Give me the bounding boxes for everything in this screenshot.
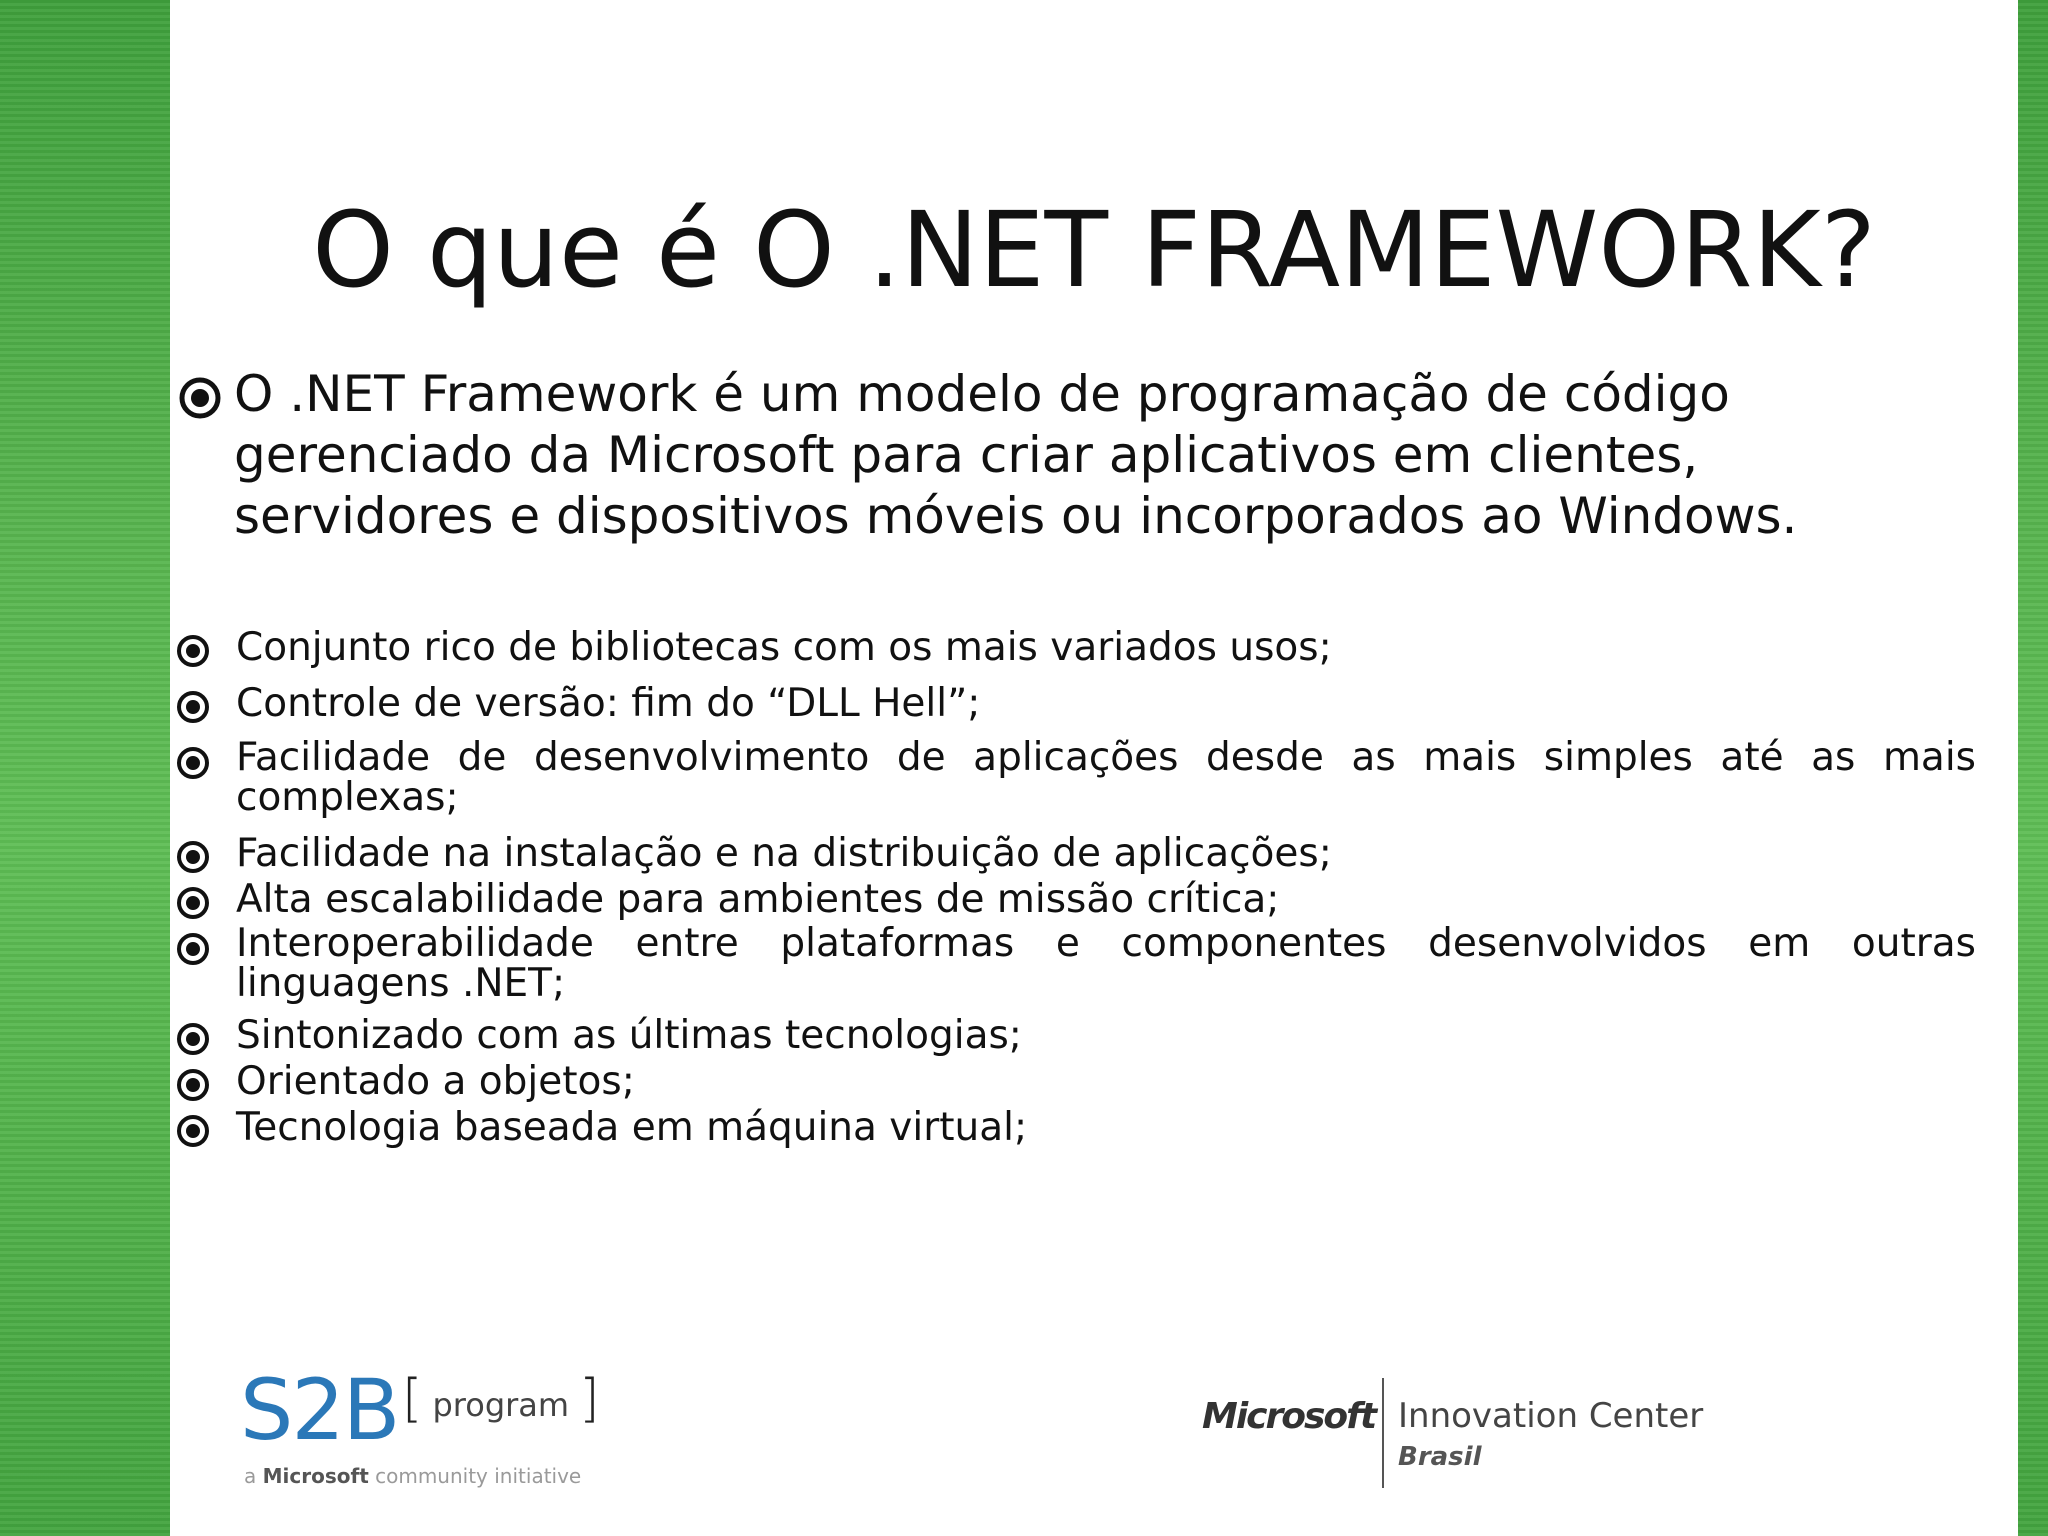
circle-bullet-icon (176, 1014, 236, 1060)
s2b-brand: S2B (240, 1361, 399, 1459)
microsoft-innovation-center-logo (1196, 1378, 1716, 1488)
circle-bullet-icon (178, 364, 234, 424)
list-item (176, 626, 1976, 672)
list-item-text: Controle de versão: fim do “DLL Hell”; (236, 681, 981, 726)
circle-bullet-icon (176, 832, 236, 878)
list-item (176, 878, 1976, 924)
list-item-text: Tecnologia baseada em máquina virtual; (236, 1105, 1028, 1150)
list-item-text: Conjunto rico de bibliotecas com os mais variados usos; (236, 625, 1332, 670)
brasil-label: Brasil (1398, 1442, 1482, 1472)
s2b-program-label: [ program ] (402, 1369, 600, 1429)
list-item-text: Facilidade de desenvolvimento de aplicações desde as mais simples até as mais complexas; (236, 735, 1976, 820)
circle-bullet-icon (176, 1106, 236, 1152)
circle-bullet-icon (176, 924, 236, 970)
list-item (176, 735, 1976, 820)
feature-list (176, 626, 1976, 1152)
s2b-tagline: a Microsoft community initiative (244, 1464, 582, 1488)
innovation-center-label: Innovation Center (1398, 1396, 1704, 1436)
list-item (176, 1106, 1976, 1152)
circle-bullet-icon (176, 626, 236, 672)
list-item (176, 832, 1976, 878)
circle-bullet-icon (176, 738, 236, 784)
circle-bullet-icon (176, 682, 236, 728)
list-item (176, 921, 1976, 1006)
logo-divider (1382, 1378, 1384, 1488)
right-green-band (2018, 0, 2048, 1536)
list-item (176, 1014, 1976, 1060)
s2b-program-logo (240, 1360, 620, 1500)
list-item (176, 1060, 1976, 1106)
list-item-text: Facilidade na instalação e na distribuição de aplicações; (236, 831, 1332, 876)
list-item-text: Sintonizado com as últimas tecnologias; (236, 1013, 1022, 1058)
circle-bullet-icon (176, 878, 236, 924)
list-item-text: Orientado a objetos; (236, 1059, 635, 1104)
slide-title: O que é O .NET FRAMEWORK? (312, 189, 1876, 311)
microsoft-wordmark: Microsoft (1202, 1396, 1376, 1437)
list-item (176, 682, 1976, 728)
circle-bullet-icon (176, 1060, 236, 1106)
main-bullet (178, 364, 1978, 547)
list-item-text: Alta escalabilidade para ambientes de missão crítica; (236, 877, 1280, 922)
list-item-text: Interoperabilidade entre plataformas e componentes desenvolvidos em outras linguagens .NET; (236, 921, 1976, 1006)
left-green-band (0, 0, 170, 1536)
main-bullet-text: O .NET Framework é um modelo de programação de código gerenciado da Microsoft para criar aplicativos em clientes, servidores e dispositivos móveis ou incorporados ao Windows. (234, 365, 1798, 545)
